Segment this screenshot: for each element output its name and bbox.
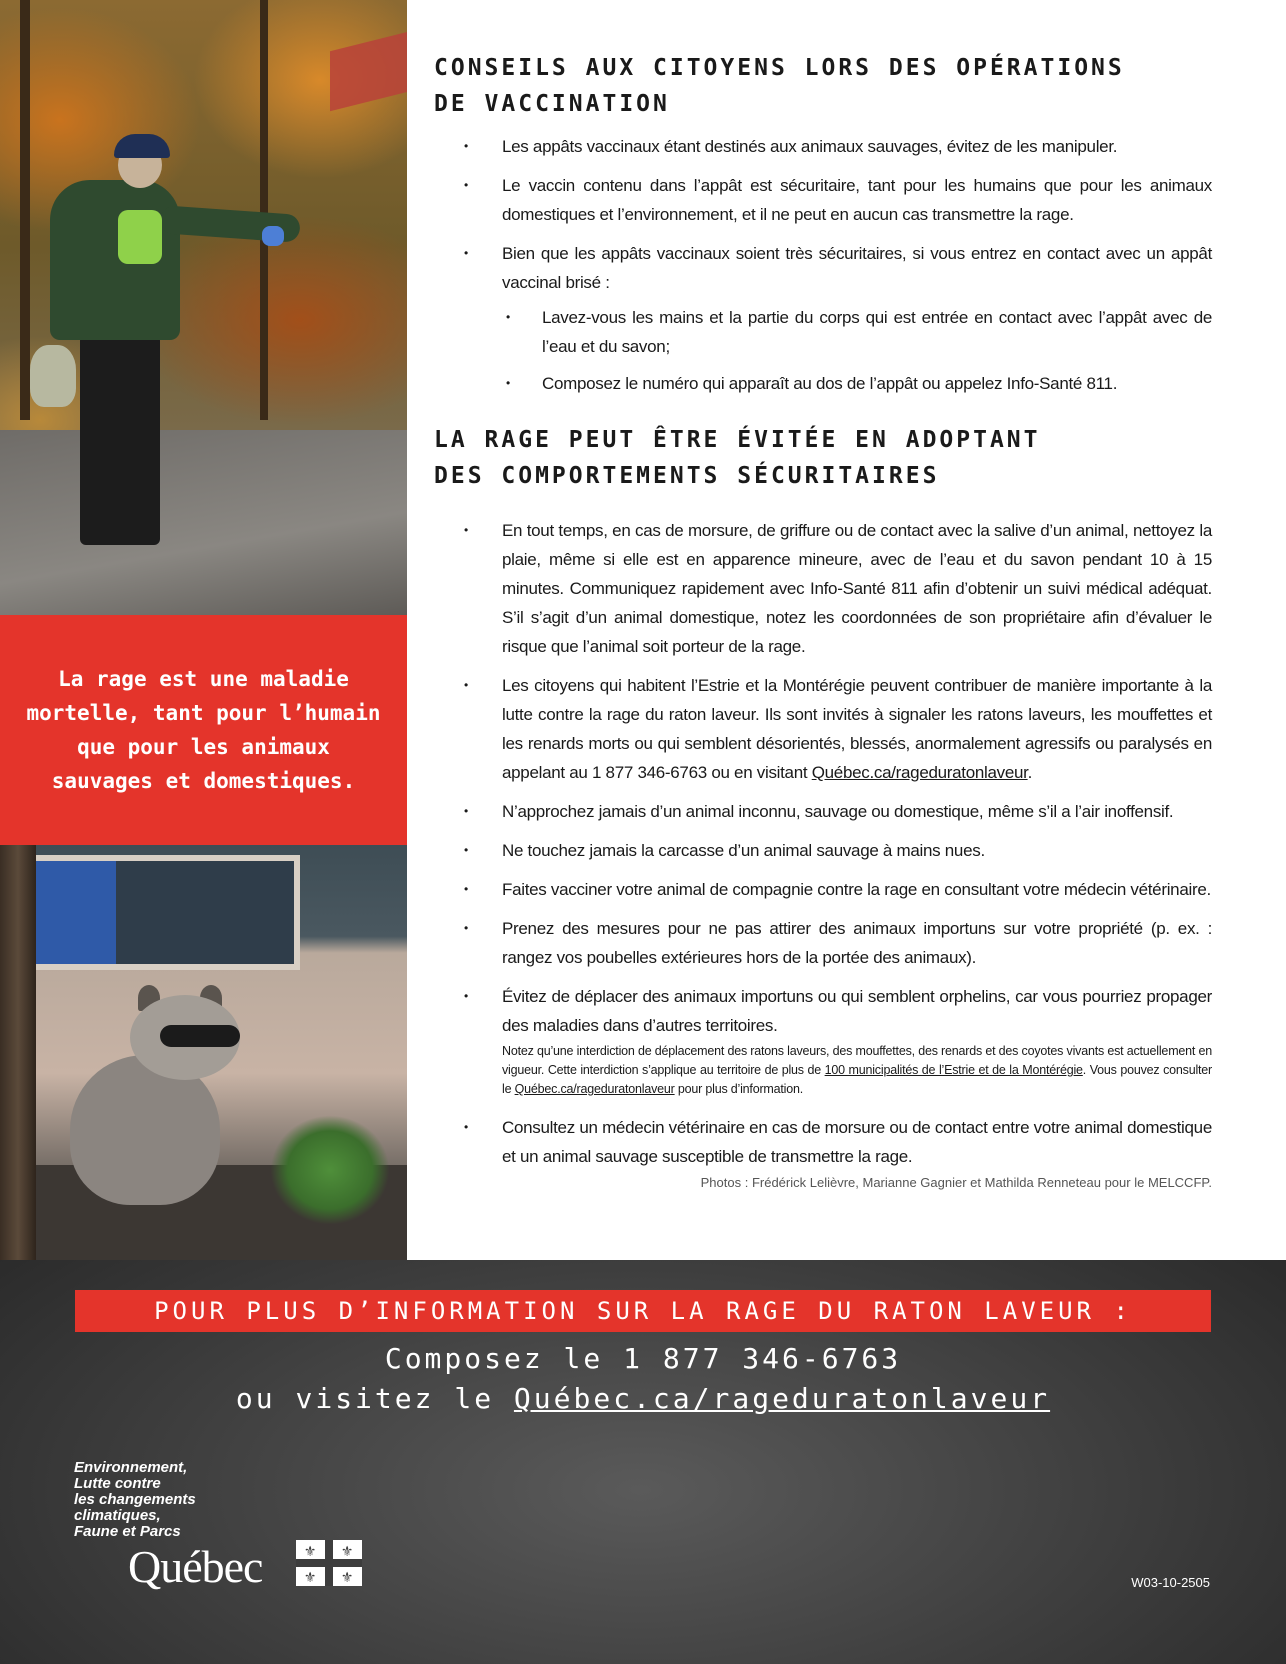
website-line: ou visitez le Québec.ca/rageduratonlaveur (235, 1382, 1051, 1415)
list-item: • Les citoyens qui habitent l’Estrie et la Montérégie peuvent contribuer de manière importante à la lutte contre la rage du raton laveur. Ils sont invités à signaler les ratons laveurs, les mouffettes et les renards morts ou qui semblent désorientés, blessés, anormalement agressifs ou paralysés en appelant au 1 877 346-6763 ou en visitant Québec.ca/rageduratonlaveur. (434, 671, 1212, 787)
tree-trunk (20, 0, 30, 420)
list-item: • Prenez des mesures pour ne pas attirer des animaux importuns sur votre propriété (p. ex. : rangez vos poubelles extérieures hors de la portée des animaux). (434, 914, 1212, 972)
document-code: W03-10-2505 (1131, 1575, 1210, 1590)
svg-text:⚜: ⚜ (303, 1570, 317, 1586)
svg-text:⚜: ⚜ (303, 1544, 317, 1560)
list-item: • Évitez de déplacer des animaux importuns ou qui semblent orphelins, car vous pourriez propager des maladies dans d’autres territoires. (434, 982, 1212, 1040)
list-item: • Consultez un médecin vétérinaire en cas de morsure ou de contact entre votre animal domestique et un animal sauvage susceptible de transmettre la rage. (434, 1113, 1212, 1171)
prevention-list (434, 516, 1212, 1040)
photo-worker-distributing-baits (0, 0, 407, 615)
raccoon-figure (60, 985, 260, 1215)
photo-raccoon (0, 845, 407, 1260)
worker-cap (114, 134, 170, 158)
rabies-website-link-note[interactable]: Québec.ca/rageduratonlaveur (514, 1082, 675, 1096)
tips-list (434, 132, 1212, 398)
list-item: • N’approchez jamais d’un animal inconnu, sauvage ou domestique, même s’il a l’air inoffensif. (434, 797, 1212, 826)
worker-hoodie (50, 180, 180, 340)
municipalities-link[interactable]: 100 municipalités de l’Estrie et de la Montérégie (824, 1063, 1083, 1077)
relocation-ban-note: Notez qu’une interdiction de déplacement des ratons laveurs, des mouffettes, des renards et des coyotes vivants est actuellement en vigueur. Cette interdiction s’applique au territoire de plus de 100 municipalités de l’Estrie et de la Montérégie. Vous pouvez consulter le Québec.ca/rageduratonlaveur pour plus d’information. (502, 1044, 1213, 1096)
sub-list-item: • Lavez-vous les mains et la partie du corps qui est entrée en contact avec l’appât avec de l’eau et du savon; (502, 303, 1212, 361)
sub-list-item: • Composez le numéro qui apparaît au dos de l’appât ou appelez Info-Santé 811. (502, 369, 1212, 398)
svg-text:⚜: ⚜ (340, 1570, 354, 1586)
prevention-list-continued (434, 1113, 1212, 1171)
footer (0, 1260, 1286, 1664)
tree-trunk (0, 845, 36, 1260)
phone-line: Composez le 1 877 346-6763 (384, 1342, 902, 1375)
tips-heading: CONSEILS AUX CITOYENS LORS DES OPÉRATIONS DE VACCINATION (434, 55, 1125, 117)
worker-figure (40, 130, 270, 580)
svg-text:⚜: ⚜ (340, 1544, 354, 1560)
prevention-heading: LA RAGE PEUT ÊTRE ÉVITÉE EN ADOPTANT DES COMPORTEMENTS SÉCURITAIRES (434, 427, 1041, 489)
info-banner (75, 1290, 1211, 1332)
list-item: • Faites vacciner votre animal de compagnie contre la rage en consultant votre médecin vétérinaire. (434, 875, 1212, 904)
rabies-website-link[interactable]: Québec.ca/rageduratonlaveur (811, 763, 1028, 782)
sub-list (502, 303, 1212, 398)
list-item: • En tout temps, en cas de morsure, de griffure ou de contact avec la salive d’un animal, nettoyez la plaie, même si elle est en apparence mineure, avec de l’eau et du savon pendant 10 à 15 minutes. Communiquez rapidement avec Info-Santé 811 afin d’obtenir un suivi médical adéquat. S’il s’agit d’un animal domestique, notez les coordonnées de son propriétaire afin d’évaluer le risque que l’animal soit porteur de la rage. (434, 516, 1212, 661)
ministry-name: Environnement, Lutte contre les changements climatiques, Faune et Parcs (74, 1459, 196, 1540)
quebec-government-logo: Québec (128, 1541, 263, 1592)
list-item (434, 239, 1212, 398)
worker-glove (262, 226, 284, 246)
footer-website-link[interactable]: Québec.ca/rageduratonlaveur (513, 1382, 1051, 1415)
list-item: • Le vaccin contenu dans l’appât est sécuritaire, tant pour les humains que pour les animaux domestiques et l’environnement, et il ne peut en aucun cas transmettre la rage. (434, 171, 1212, 229)
list-item-text: Bien que les appâts vaccinaux soient très sécuritaires, si vous entrez en contact avec un appât vaccinal brisé : (502, 244, 1212, 292)
fleurdelise-flag-icon (296, 1540, 362, 1586)
list-item: • Ne touchez jamais la carcasse d’un animal sauvage à mains nues. (434, 836, 1212, 865)
info-banner-text: POUR PLUS D’INFORMATION SUR LA RAGE DU RATON LAVEUR : (154, 1297, 1132, 1325)
building-window (20, 855, 300, 970)
house-roof (330, 29, 407, 111)
worker-legs (80, 335, 160, 545)
photo-credit: Photos : Frédérick Lelièvre, Marianne Gagnier et Mathilda Renneteau pour le MELCCFP. (700, 1175, 1212, 1190)
rabies-warning-text: La rage est une maladie mortelle, tant pour l’humain que pour les animaux sauvages et domestiques. (26, 667, 381, 793)
plant (270, 1115, 390, 1225)
main-content (434, 50, 1212, 1190)
rabies-warning-panel (0, 615, 407, 845)
left-column (0, 0, 407, 1260)
bait-bag (30, 345, 76, 407)
raccoon-mask (160, 1025, 240, 1047)
hoodie-logo (118, 210, 162, 264)
list-item: • Les appâts vaccinaux étant destinés aux animaux sauvages, évitez de les manipuler. (434, 132, 1212, 161)
